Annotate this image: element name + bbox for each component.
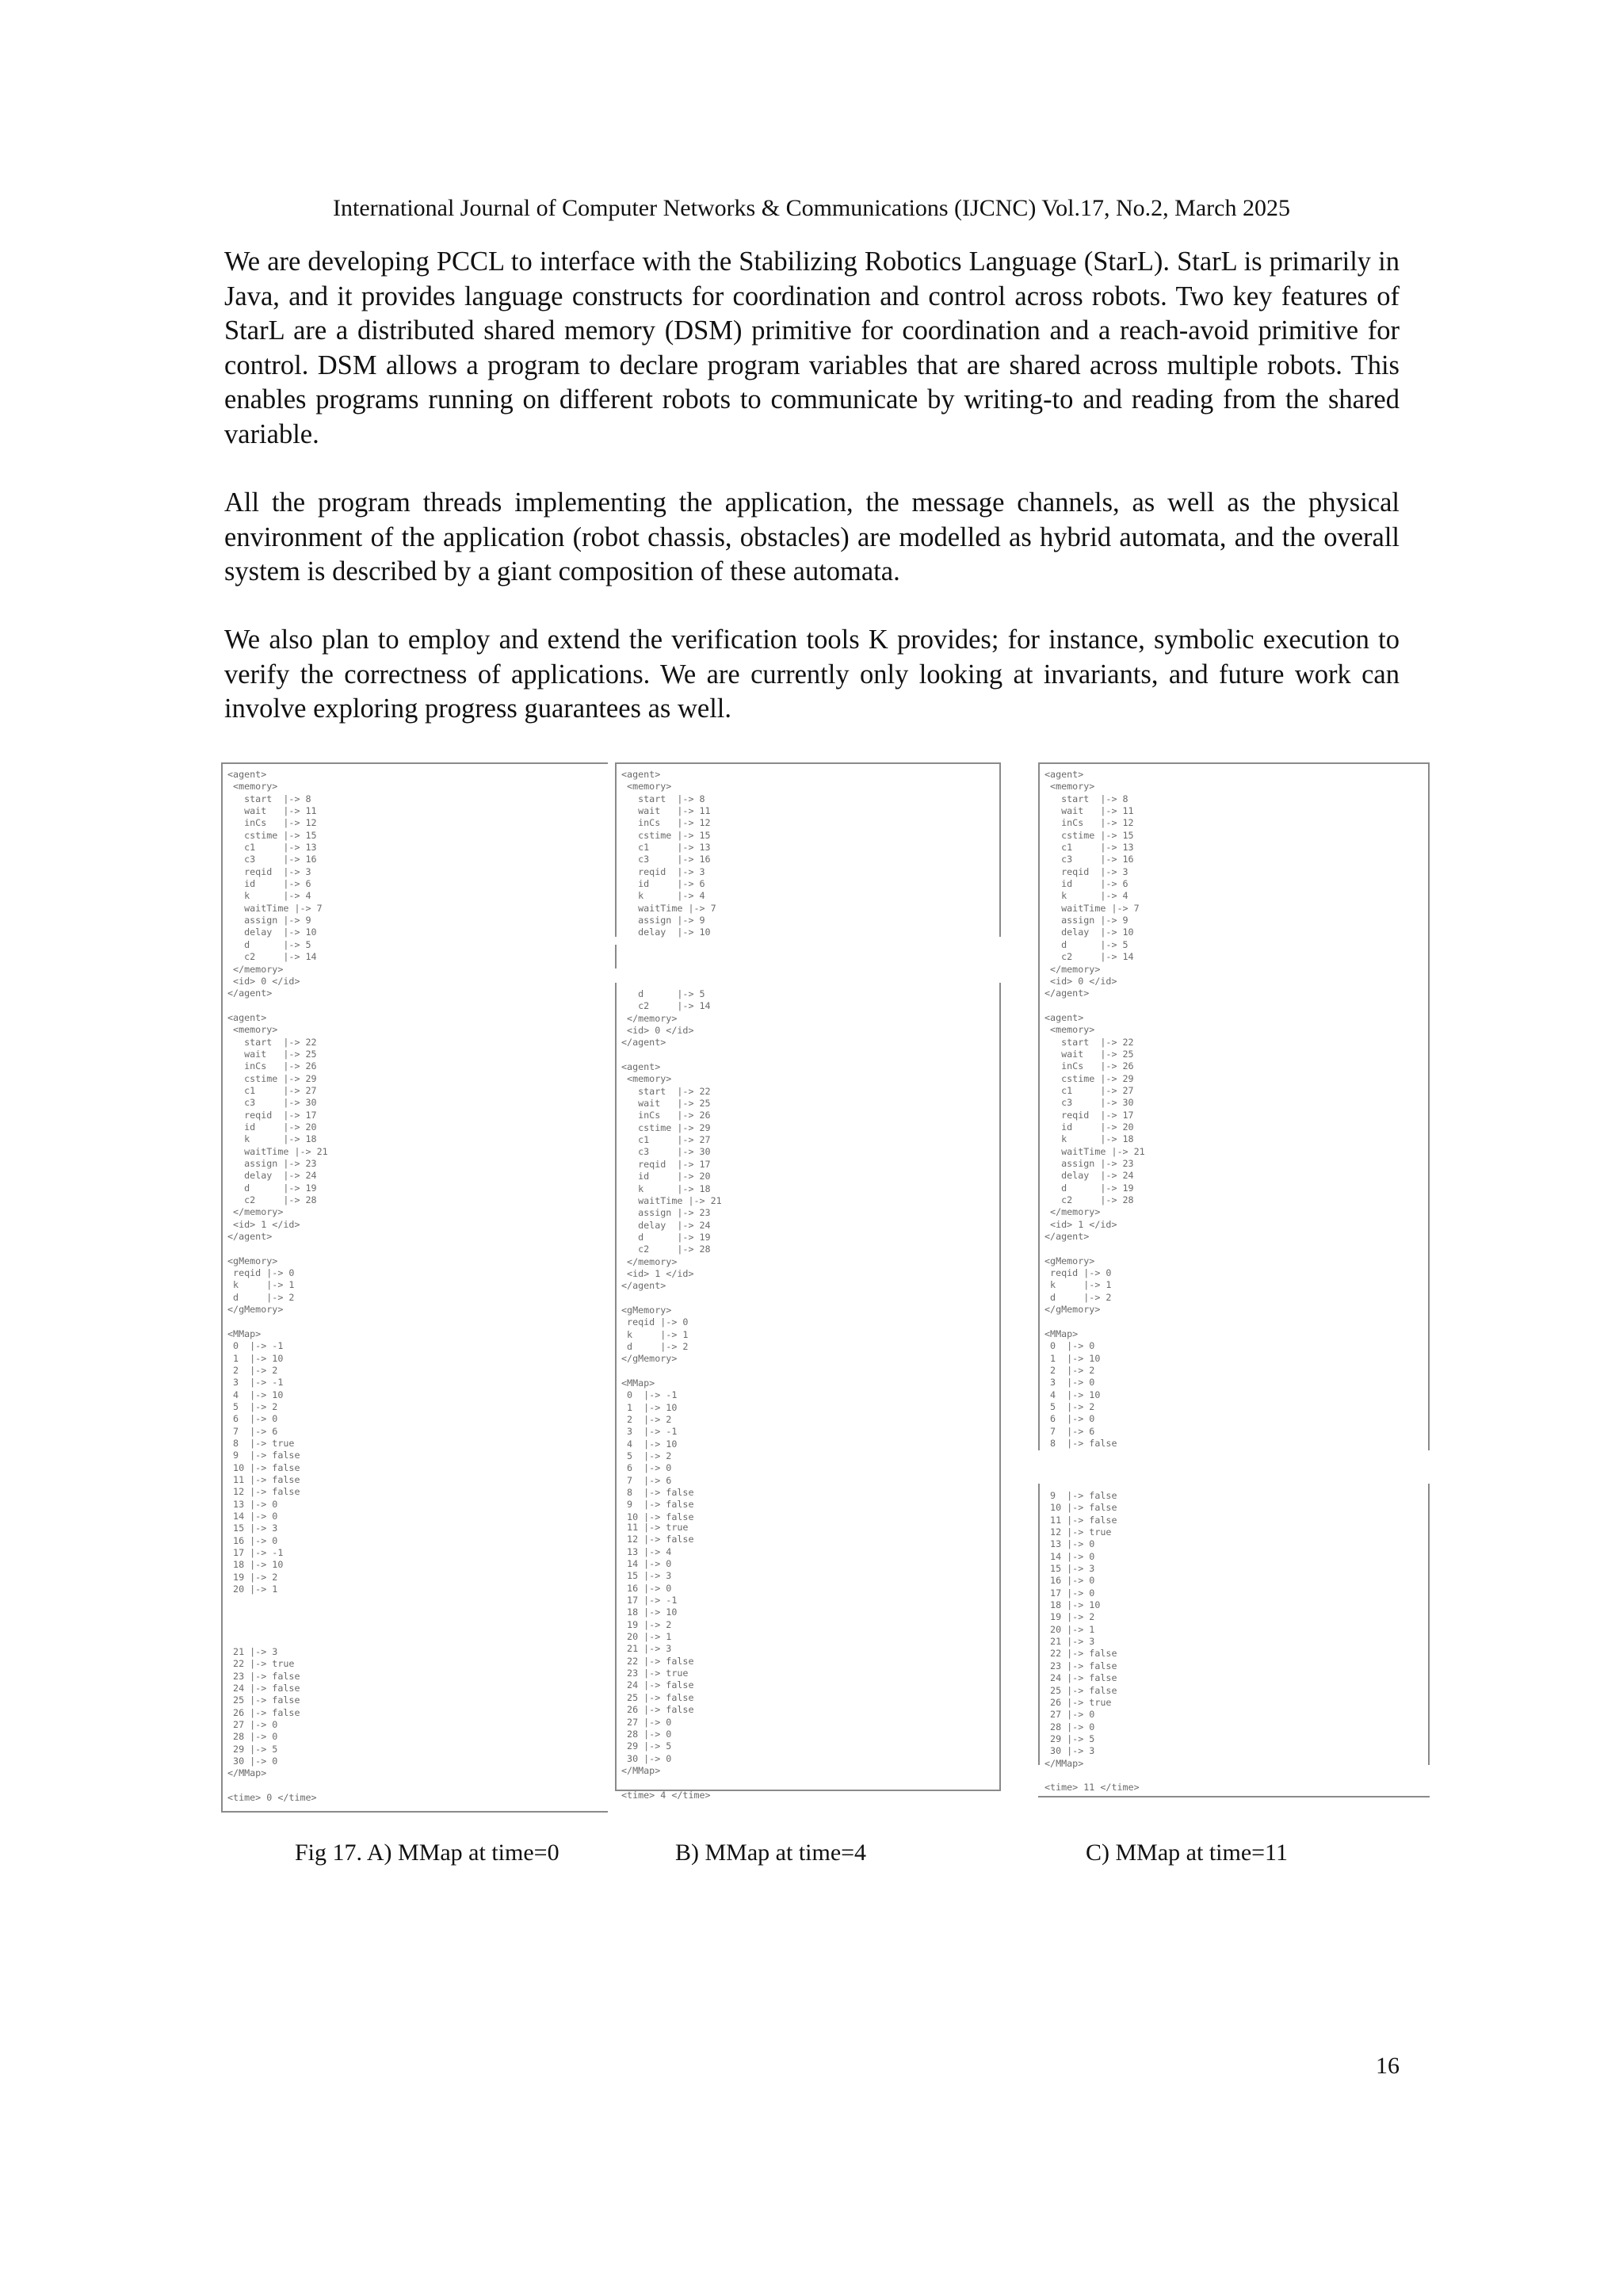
paragraph-hybrid-automata: All the program threads implementing the application, the message channels, as well as the physical environment of the application (robot chassis, obstacles) are modelled as hybrid automata, and the overall system is described by a giant composition of these automata. [224, 487, 1400, 586]
page-number: 16 [1376, 2053, 1400, 2079]
figure-panel-a [221, 762, 608, 1813]
panel-a-code-top: <agent> <memory> start |-> 8 wait |-> 11 inCs |-> 12 cstime |-> 15 c1 |-> 13 c3 |-> 16 reqid |-> 3 id |-> 6 k |-> 4 waitTime |-> 7 assign |-> 9 delay |-> 10 d |-> 5 c2 |-> 14 </memory> <id> 0 </id> </agent> <agent> <memory> start |-> 22 wait |-> 25 inCs |-> 26 cstime |-> 29 c1 |-> 27 c3 |-> 30 reqid |-> 17 id |-> 20 k |-> 18 waitTime |-> 21 assign |-> 23 delay |-> 24 d |-> 19 c2 |-> 28 </memory> <id> 1 </id> </agent> <gMemory> reqid |-> 0 k |-> 1 d |-> 2 </gMemory> <MMap> 0 |-> -1 1 |-> 10 2 |-> 2 3 |-> -1 4 |-> 10 5 |-> 2 6 |-> 0 7 |-> 6 8 |-> true 9 |-> false 10 |-> false 11 |-> false 12 |-> false 13 |-> 0 14 |-> 0 15 |-> 3 16 |-> 0 17 |-> -1 18 |-> 10 19 |-> 2 20 |-> 1 [227, 769, 328, 1595]
figure-caption-c: C) MMap at time=11 [1086, 1839, 1288, 1866]
journal-header: International Journal of Computer Networks & Communications (IJCNC) Vol.17, No.2, March 2025 [333, 195, 1290, 221]
figure-panel-b [615, 762, 1001, 1813]
paragraph-verification: We also plan to employ and extend the verification tools K provides; for instance, symbolic execution to verify the correctness of applications. We are currently only looking at invariants, and future work can involve exploring progress guarantees as well. [224, 625, 1400, 724]
figure-panel-c [1038, 762, 1430, 1813]
panel-a-code-bottom: 21 |-> 3 22 |-> true 23 |-> false 24 |-> false 25 |-> false 26 |-> false 27 |-> 0 28 |-> 0 29 |-> 5 30 |-> 0 </MMap> <time> 0 </time> [227, 1646, 317, 1804]
panel-b-code-top: <agent> <memory> start |-> 8 wait |-> 11 inCs |-> 12 cstime |-> 15 c1 |-> 13 c3 |-> 16 reqid |-> 3 id |-> 6 k |-> 4 waitTime |-> 7 assign |-> 9 delay |-> 10 [621, 769, 716, 938]
panel-b-code-bottom: 11 |-> true 12 |-> false 13 |-> 4 14 |-> 0 15 |-> 3 16 |-> 0 17 |-> -1 18 |-> 10 19 |-> 2 20 |-> 1 21 |-> 3 22 |-> false 23 |-> true 24 |-> false 25 |-> false 26 |-> false 27 |-> 0 28 |-> 0 29 |-> 5 30 |-> 0 </MMap> <time> 4 </time> [621, 1522, 711, 1801]
panel-c-code-top: <agent> <memory> start |-> 8 wait |-> 11 inCs |-> 12 cstime |-> 15 c1 |-> 13 c3 |-> 16 reqid |-> 3 id |-> 6 k |-> 4 waitTime |-> 7 assign |-> 9 delay |-> 10 d |-> 5 c2 |-> 14 </memory> <id> 0 </id> </agent> <agent> <memory> start |-> 22 wait |-> 25 inCs |-> 26 cstime |-> 29 c1 |-> 27 c3 |-> 30 reqid |-> 17 id |-> 20 k |-> 18 waitTime |-> 21 assign |-> 23 delay |-> 24 d |-> 19 c2 |-> 28 </memory> <id> 1 </id> </agent> <gMemory> reqid |-> 0 k |-> 1 d |-> 2 </gMemory> <MMap> 0 |-> 0 1 |-> 10 2 |-> 2 3 |-> 0 4 |-> 10 5 |-> 2 6 |-> 0 7 |-> 6 8 |-> false [1044, 769, 1145, 1449]
paragraph-starl: We are developing PCCL to interface with the Stabilizing Robotics Language (StarL). StarL is primarily in Java, and it provides language constructs for coordination and control across robots. Two key features of StarL are a distributed shared memory (DSM) primitive for coordination and a reach-avoid primitive for control. DSM allows a program to declare program variables that are shared across multiple robots. This enables programs running on different robots to communicate by writing-to and reading from the shared variable. [224, 246, 1400, 449]
figure-caption-a: Fig 17. A) MMap at time=0 [295, 1839, 559, 1866]
panel-c-code-bottom: 9 |-> false 10 |-> false 11 |-> false 12 |-> true 13 |-> 0 14 |-> 0 15 |-> 3 16 |-> 0 17 |-> 0 18 |-> 10 19 |-> 2 20 |-> 1 21 |-> 3 22 |-> false 23 |-> false 24 |-> false 25 |-> false 26 |-> true 27 |-> 0 28 |-> 0 29 |-> 5 30 |-> 3 </MMap> <time> 11 </time> [1044, 1490, 1140, 1794]
figure-caption-b: B) MMap at time=4 [675, 1839, 867, 1866]
panel-b-code-middle: d |-> 5 c2 |-> 14 </memory> <id> 0 </id> </agent> <agent> <memory> start |-> 22 wait |-> 25 inCs |-> 26 cstime |-> 29 c1 |-> 27 c3 |-> 30 reqid |-> 17 id |-> 20 k |-> 18 waitTime |-> 21 assign |-> 23 delay |-> 24 d |-> 19 c2 |-> 28 </memory> <id> 1 </id> </agent> <gMemory> reqid |-> 0 k |-> 1 d |-> 2 </gMemory> <MMap> 0 |-> -1 1 |-> 10 2 |-> 2 3 |-> -1 4 |-> 10 5 |-> 2 6 |-> 0 7 |-> 6 8 |-> false 9 |-> false 10 |-> false [621, 988, 722, 1522]
